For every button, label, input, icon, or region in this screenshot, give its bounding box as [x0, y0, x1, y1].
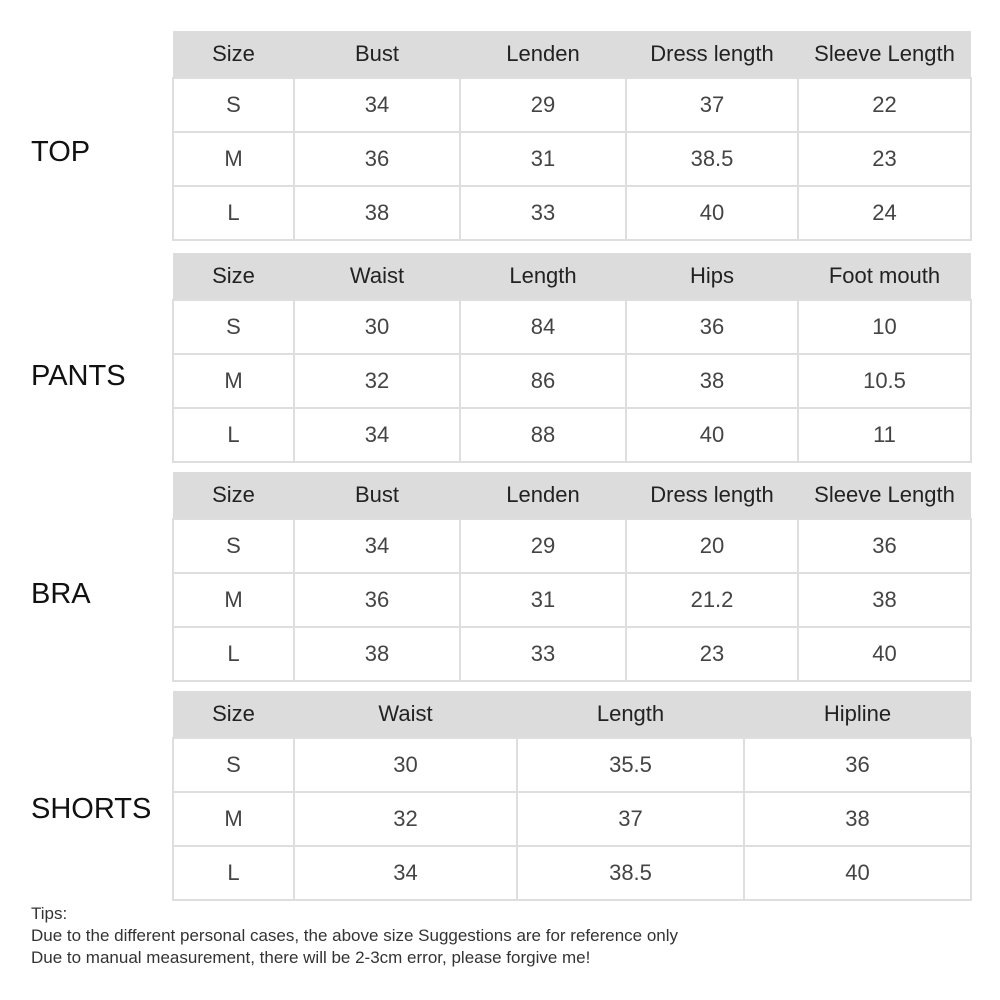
- table-cell: 36: [294, 132, 460, 186]
- table-row: [173, 792, 971, 846]
- size-cell: L: [173, 186, 294, 240]
- column-header: Length: [460, 253, 626, 300]
- table-row: [173, 354, 971, 408]
- table-cell: 24: [798, 186, 971, 240]
- table-cell: 38: [294, 627, 460, 681]
- table-cell: 34: [294, 519, 460, 573]
- column-header: Size: [173, 31, 294, 78]
- size-cell: L: [173, 627, 294, 681]
- column-header: Size: [173, 253, 294, 300]
- bra-label: BRA: [31, 578, 91, 610]
- table-cell: 21.2: [626, 573, 798, 627]
- size-cell: M: [173, 354, 294, 408]
- table-cell: 34: [294, 408, 460, 462]
- tips-block: [31, 903, 678, 969]
- table-cell: 38: [798, 573, 971, 627]
- table-cell: 37: [517, 792, 744, 846]
- table-cell: 32: [294, 792, 517, 846]
- column-header: Waist: [294, 253, 460, 300]
- table-cell: 38: [294, 186, 460, 240]
- size-cell: S: [173, 738, 294, 792]
- column-header: Sleeve Length: [798, 31, 971, 78]
- table-cell: 40: [798, 627, 971, 681]
- table-cell: 32: [294, 354, 460, 408]
- table-row: [173, 132, 971, 186]
- table-cell: 29: [460, 519, 626, 573]
- table-cell: 40: [744, 846, 971, 900]
- table-cell: 36: [744, 738, 971, 792]
- size-cell: S: [173, 300, 294, 354]
- table-cell: 31: [460, 573, 626, 627]
- table-cell: 23: [798, 132, 971, 186]
- table-cell: 10: [798, 300, 971, 354]
- table-cell: 29: [460, 78, 626, 132]
- table-cell: 34: [294, 846, 517, 900]
- table-cell: 35.5: [517, 738, 744, 792]
- table-cell: 84: [460, 300, 626, 354]
- size-cell: S: [173, 78, 294, 132]
- table-cell: 23: [626, 627, 798, 681]
- column-header: Hipline: [744, 691, 971, 738]
- table-cell: 33: [460, 627, 626, 681]
- shorts-size-table: [172, 691, 972, 901]
- column-header: Waist: [294, 691, 517, 738]
- table-header-row: [173, 31, 971, 78]
- table-row: [173, 186, 971, 240]
- table-cell: 22: [798, 78, 971, 132]
- table-header-row: [173, 691, 971, 738]
- size-cell: M: [173, 573, 294, 627]
- table-cell: 10.5: [798, 354, 971, 408]
- table-row: [173, 627, 971, 681]
- size-cell: L: [173, 408, 294, 462]
- pants-size-table: [172, 253, 972, 463]
- shorts-label: SHORTS: [31, 793, 152, 825]
- column-header: Size: [173, 472, 294, 519]
- column-header: Length: [517, 691, 744, 738]
- column-header: Dress length: [626, 472, 798, 519]
- table-cell: 38: [626, 354, 798, 408]
- table-cell: 36: [798, 519, 971, 573]
- table-cell: 36: [626, 300, 798, 354]
- table-cell: 36: [294, 573, 460, 627]
- table-row: [173, 408, 971, 462]
- table-cell: 33: [460, 186, 626, 240]
- table-row: [173, 519, 971, 573]
- size-cell: L: [173, 846, 294, 900]
- table-cell: 30: [294, 300, 460, 354]
- top-label: TOP: [31, 136, 91, 168]
- table-row: [173, 78, 971, 132]
- column-header: Foot mouth: [798, 253, 971, 300]
- table-header-row: [173, 472, 971, 519]
- table-cell: 37: [626, 78, 798, 132]
- column-header: Lenden: [460, 472, 626, 519]
- table-cell: 38.5: [517, 846, 744, 900]
- table-row: [173, 300, 971, 354]
- column-header: Size: [173, 691, 294, 738]
- top-size-table: [172, 31, 972, 241]
- table-cell: 88: [460, 408, 626, 462]
- tips-line: Due to manual measurement, there will be 2-3cm error, please forgive me!: [31, 948, 591, 967]
- table-row: [173, 573, 971, 627]
- table-cell: 40: [626, 186, 798, 240]
- table-cell: 30: [294, 738, 517, 792]
- table-row: [173, 846, 971, 900]
- column-header: Lenden: [460, 31, 626, 78]
- table-row: [173, 738, 971, 792]
- size-cell: S: [173, 519, 294, 573]
- tips-title: Tips:: [31, 904, 68, 923]
- table-cell: 40: [626, 408, 798, 462]
- table-cell: 86: [460, 354, 626, 408]
- pants-label: PANTS: [31, 360, 126, 392]
- table-cell: 11: [798, 408, 971, 462]
- column-header: Bust: [294, 472, 460, 519]
- table-cell: 34: [294, 78, 460, 132]
- column-header: Hips: [626, 253, 798, 300]
- tips-line: Due to the different personal cases, the above size Suggestions are for reference only: [31, 926, 679, 945]
- table-header-row: [173, 253, 971, 300]
- table-cell: 38: [744, 792, 971, 846]
- column-header: Dress length: [626, 31, 798, 78]
- column-header: Bust: [294, 31, 460, 78]
- bra-size-table: [172, 472, 972, 682]
- table-cell: 31: [460, 132, 626, 186]
- column-header: Sleeve Length: [798, 472, 971, 519]
- table-cell: 38.5: [626, 132, 798, 186]
- size-cell: M: [173, 132, 294, 186]
- table-cell: 20: [626, 519, 798, 573]
- size-cell: M: [173, 792, 294, 846]
